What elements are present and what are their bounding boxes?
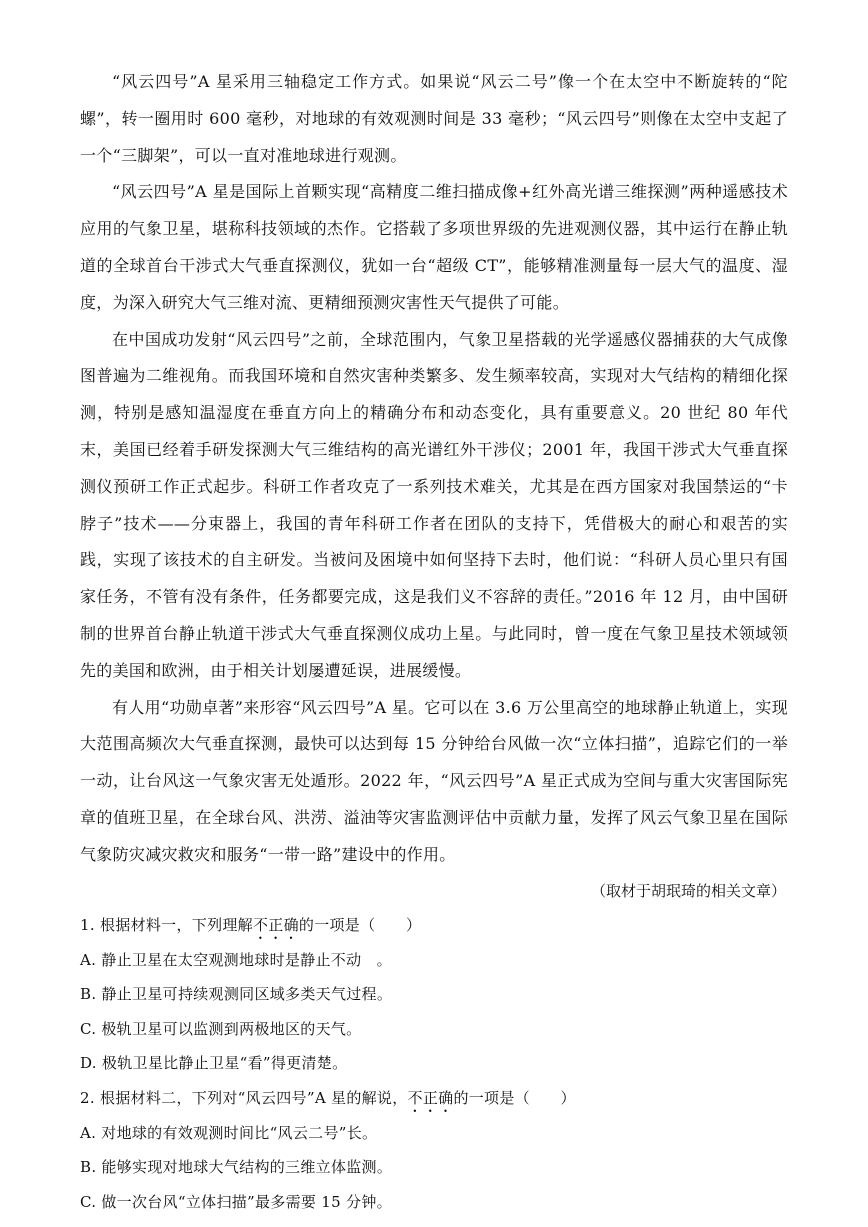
question-2-emphasis: 不正确 — [407, 1088, 454, 1107]
question-1-prefix: 1. 根据材料一，下列理解 — [80, 915, 253, 934]
question-1-option-c: C. 极轨卫星可以监测到两极地区的天气。 — [80, 1019, 362, 1038]
question-1-option-b: B. 静止卫星可持续观测同区域多类天气过程。 — [80, 985, 393, 1004]
question-1-emphasis: 不正确 — [252, 915, 299, 934]
question-1-stem — [80, 908, 788, 943]
question-1-option-a: A. 静止卫星在太空观测地球时是静止不动 。 — [80, 950, 392, 969]
question-2-suffix: 的一项是（ ） — [453, 1088, 576, 1107]
paragraph-1: “风云四号”A 星采用三轴稳定工作方式。如果说“风云二号”像一个在太空中不断旋转的“陀螺”，转一圈用时 600 毫秒，对地球的有效观测时间是 33 毫秒；“风云四号”则像在太空中支起了一个“三脚架”，可以一直对准地球进行观测。 — [80, 72, 788, 165]
question-2-option-c: C. 做一次台风“立体扫描”最多需要 15 分钟。 — [80, 1192, 392, 1211]
paragraph-2: “风云四号”A 星是国际上首颗实现“高精度二维扫描成像+红外高光谱三维探测”两种遥感技术应用的气象卫星，堪称科技领域的杰作。它搭载了多项世界级的先进观测仪器，其中运行在静止轨道的全球首台干涉式大气垂直探测仪，犹如一台“超级 CT”，能够精准测量每一层大气的温度、湿度，为深入研究大气三维对流、更精细预测灾害性天气提供了可能。 — [80, 182, 788, 312]
paragraph-4: 有人用“功勋卓著”来形容“风云四号”A 星。它可以在 3.6 万公里高空的地球静止轨道上，实现大范围高频次大气垂直探测，最快可以达到每 15 分钟给台风做一次“立体扫描”，追踪它们的一举一动，让台风这一气象灾害无处遁形。2022 年，“风云四号”A 星正式成为空间与重大灾害国际宪章的值班卫星，在全球台风、洪涝、溢油等灾害监测评估中贡献力量，发挥了风云气象卫星在国际气象防灾减灾救灾和服务“一带一路”建设中的作用。 — [80, 697, 788, 864]
question-2-prefix: 2. 根据材料二，下列对“风云四号”A 星的解说， — [80, 1088, 408, 1107]
question-2-stem — [80, 1081, 788, 1116]
source-attribution: （取材于胡珉琦的相关文章） — [590, 881, 786, 900]
paragraph-3: 在中国成功发射“风云四号”之前，全球范围内，气象卫星搭载的光学遥感仪器捕获的大气成像图普遍为二维视角。而我国环境和自然灾害种类繁多、发生频率较高，实现对大气结构的精细化探测，特别是感知温湿度在垂直方向上的精确分布和动态变化，具有重要意义。20 世纪 80 年代末，美国已经着手研发探测大气三维结构的高光谱红外干涉仪；2001 年，我国干涉式大气垂直探测仪预研工作正式起步。科研工作者攻克了一系列技术难关，尤其是在西方国家对我国禁运的“卡脖子”技术——分束器上，我国的青年科研工作者在团队的支持下，凭借极大的耐心和艰苦的实践，实现了该技术的自主研发。当被问及困境中如何坚持下去时，他们说：“科研人员心里只有国家任务，不管有没有条件，任务都要完成，这是我们义不容辞的责任。”2016 年 12 月，由中国研制的世界首台静止轨道干涉式大气垂直探测仪成功上星。与此同时，曾一度在气象卫星技术领域领先的美国和欧洲，由于相关计划屡遭延误，进展缓慢。 — [80, 329, 788, 680]
question-1-suffix: 的一项是（ ） — [298, 915, 422, 934]
question-2-option-b: B. 能够实现对地球大气结构的三维立体监测。 — [80, 1158, 393, 1177]
question-2-option-a: A. 对地球的有效观测时间比“风云二号”长。 — [80, 1123, 378, 1142]
question-1-option-d: D. 极轨卫星比静止卫星“看”得更清楚。 — [80, 1054, 348, 1073]
